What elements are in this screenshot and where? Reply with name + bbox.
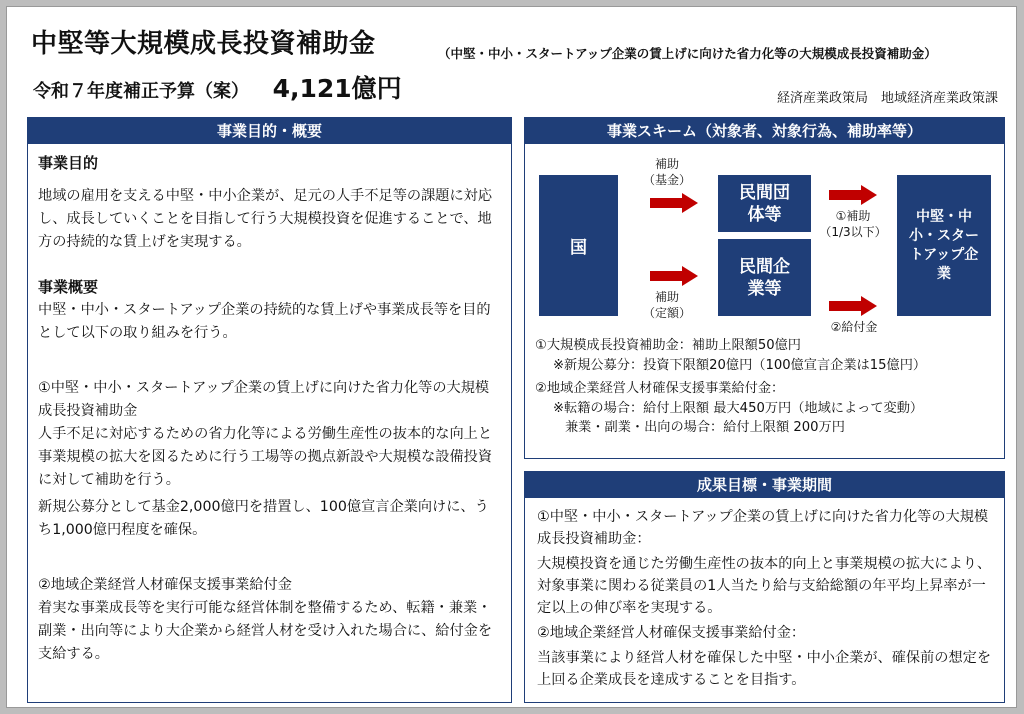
scheme-panel bbox=[524, 117, 1005, 459]
arrow2-label bbox=[637, 289, 697, 321]
goal-item1-title: ①中堅・中小・スタートアップ企業の賃上げに向けた省力化等の大規模成長投資補助金： bbox=[537, 509, 989, 547]
arrow3-label bbox=[815, 208, 891, 240]
scheme-note2-sub1: ※転籍の場合：給付上限額 最大450万円（地域によって変動） bbox=[553, 400, 924, 416]
scheme-heading: 事業スキーム（対象者、対象行為、補助率等） bbox=[525, 118, 1004, 144]
purpose-text: 地域の雇用を支える中堅・中小企業が、足元の人手不足等の課題に対応し、成長していくことを目指して行う大規模投資を促進することで、地方の持続的な賃上げを実現する。 bbox=[38, 188, 493, 250]
overview-heading: 事業概要 bbox=[38, 278, 99, 296]
arrow3-label-b: （1/3以下） bbox=[819, 225, 887, 239]
department: 経済産業政策局 地域経済産業政策課 bbox=[776, 91, 998, 106]
goal-item2-text: 当該事業により経営人材を確保した中堅・中小企業が、確保前の想定を上回る企業成長を達成することを目指す。 bbox=[537, 650, 992, 688]
scheme-note2-sub2: 兼業・副業・出向の場合：給付上限額 200万円 bbox=[565, 420, 845, 435]
page-subtitle: （中堅・中小・スタートアップ企業の賃上げに向けた省力化等の大規模成長投資補助金） bbox=[438, 46, 937, 61]
page-title: 中堅等大規模成長投資補助金 bbox=[31, 29, 376, 59]
arrow1-label-b: （基金） bbox=[642, 173, 691, 187]
goal-item1-text: 大規模投資を通じた労働生産性の抜本的向上と事業規模の拡大により、対象事業に関わる従業員の1人当たり給与支給総額の年平均上昇率が一定以上の伸び率を実現する。 bbox=[537, 556, 992, 616]
overview-text: 中堅・中小・スタートアップ企業の持続的な賃上げや事業成長等を目的として以下の取り組みを行う。 bbox=[38, 302, 491, 341]
purpose-overview-heading: 事業目的・概要 bbox=[28, 118, 511, 144]
arrow1-label-a: 補助 bbox=[654, 157, 679, 171]
goal-period-panel bbox=[524, 471, 1005, 703]
box-private-organization-label: 民間団体等 bbox=[739, 182, 790, 225]
box-target-companies-label: 中堅・中小・スタートアップ企業 bbox=[909, 208, 979, 282]
arrow1-label bbox=[637, 156, 697, 188]
item1-title: ①中堅・中小・スタートアップ企業の賃上げに向けた省力化等の大規模成長投資補助金 bbox=[38, 380, 490, 419]
budget-line bbox=[33, 69, 402, 105]
budget-label: 令和７年度補正予算（案） bbox=[33, 81, 249, 102]
arrow2-label-b: （定額） bbox=[642, 306, 691, 320]
arrow-subsidy-third bbox=[829, 185, 877, 205]
scheme-note1: ①大規模成長投資補助金：補助上限額50億円 bbox=[535, 338, 801, 353]
arrow3-label-a: ①補助 bbox=[835, 209, 871, 223]
item1-text2: 新規公募分として基金2,000億円を措置し、100億宣言企業向けに、うち1,000億円程度を確保。 bbox=[38, 499, 489, 538]
box-private-organization bbox=[718, 175, 811, 232]
purpose-overview-panel bbox=[27, 117, 512, 703]
box-private-company-label: 民間企業等 bbox=[739, 256, 790, 299]
scheme-note1-sub: ※新規公募分：投資下限額20億円（100億宣言企業は15億円） bbox=[553, 357, 927, 373]
arrow2-label-a: 補助 bbox=[654, 290, 679, 304]
goal-period-heading: 成果目標・事業期間 bbox=[525, 472, 1004, 498]
item1-text1: 人手不足に対応するための省力化等による労働生産性の抜本的な向上と事業規模の拡大を図るために行う工場等の拠点新設や大規模な設備投資に対して補助を行う。 bbox=[38, 426, 493, 488]
budget-amount: 4,121億円 bbox=[272, 74, 402, 103]
arrow-subsidy-fund bbox=[650, 193, 698, 213]
arrow-benefit bbox=[829, 296, 877, 316]
purpose-heading: 事業目的 bbox=[38, 154, 99, 172]
box-government: 国 bbox=[539, 175, 618, 316]
arrow4-label: ②給付金 bbox=[830, 320, 878, 334]
slide bbox=[6, 6, 1017, 708]
box-target-companies bbox=[897, 175, 991, 316]
scheme-note2: ②地域企業経営人材確保支援事業給付金： bbox=[535, 381, 785, 396]
arrow-subsidy-fixed bbox=[650, 266, 698, 286]
scheme-notes bbox=[535, 336, 926, 438]
box-private-company bbox=[718, 239, 811, 316]
item2-text: 着実な事業成長等を実行可能な経営体制を整備するため、転籍・兼業・副業・出向等により大企業から経営人材を受け入れた場合に、給付金を支給する。 bbox=[38, 600, 493, 662]
item2-title: ②地域企業経営人材確保支援事業給付金 bbox=[38, 577, 292, 593]
goal-item2-title: ②地域企業経営人材確保支援事業給付金： bbox=[537, 625, 806, 641]
